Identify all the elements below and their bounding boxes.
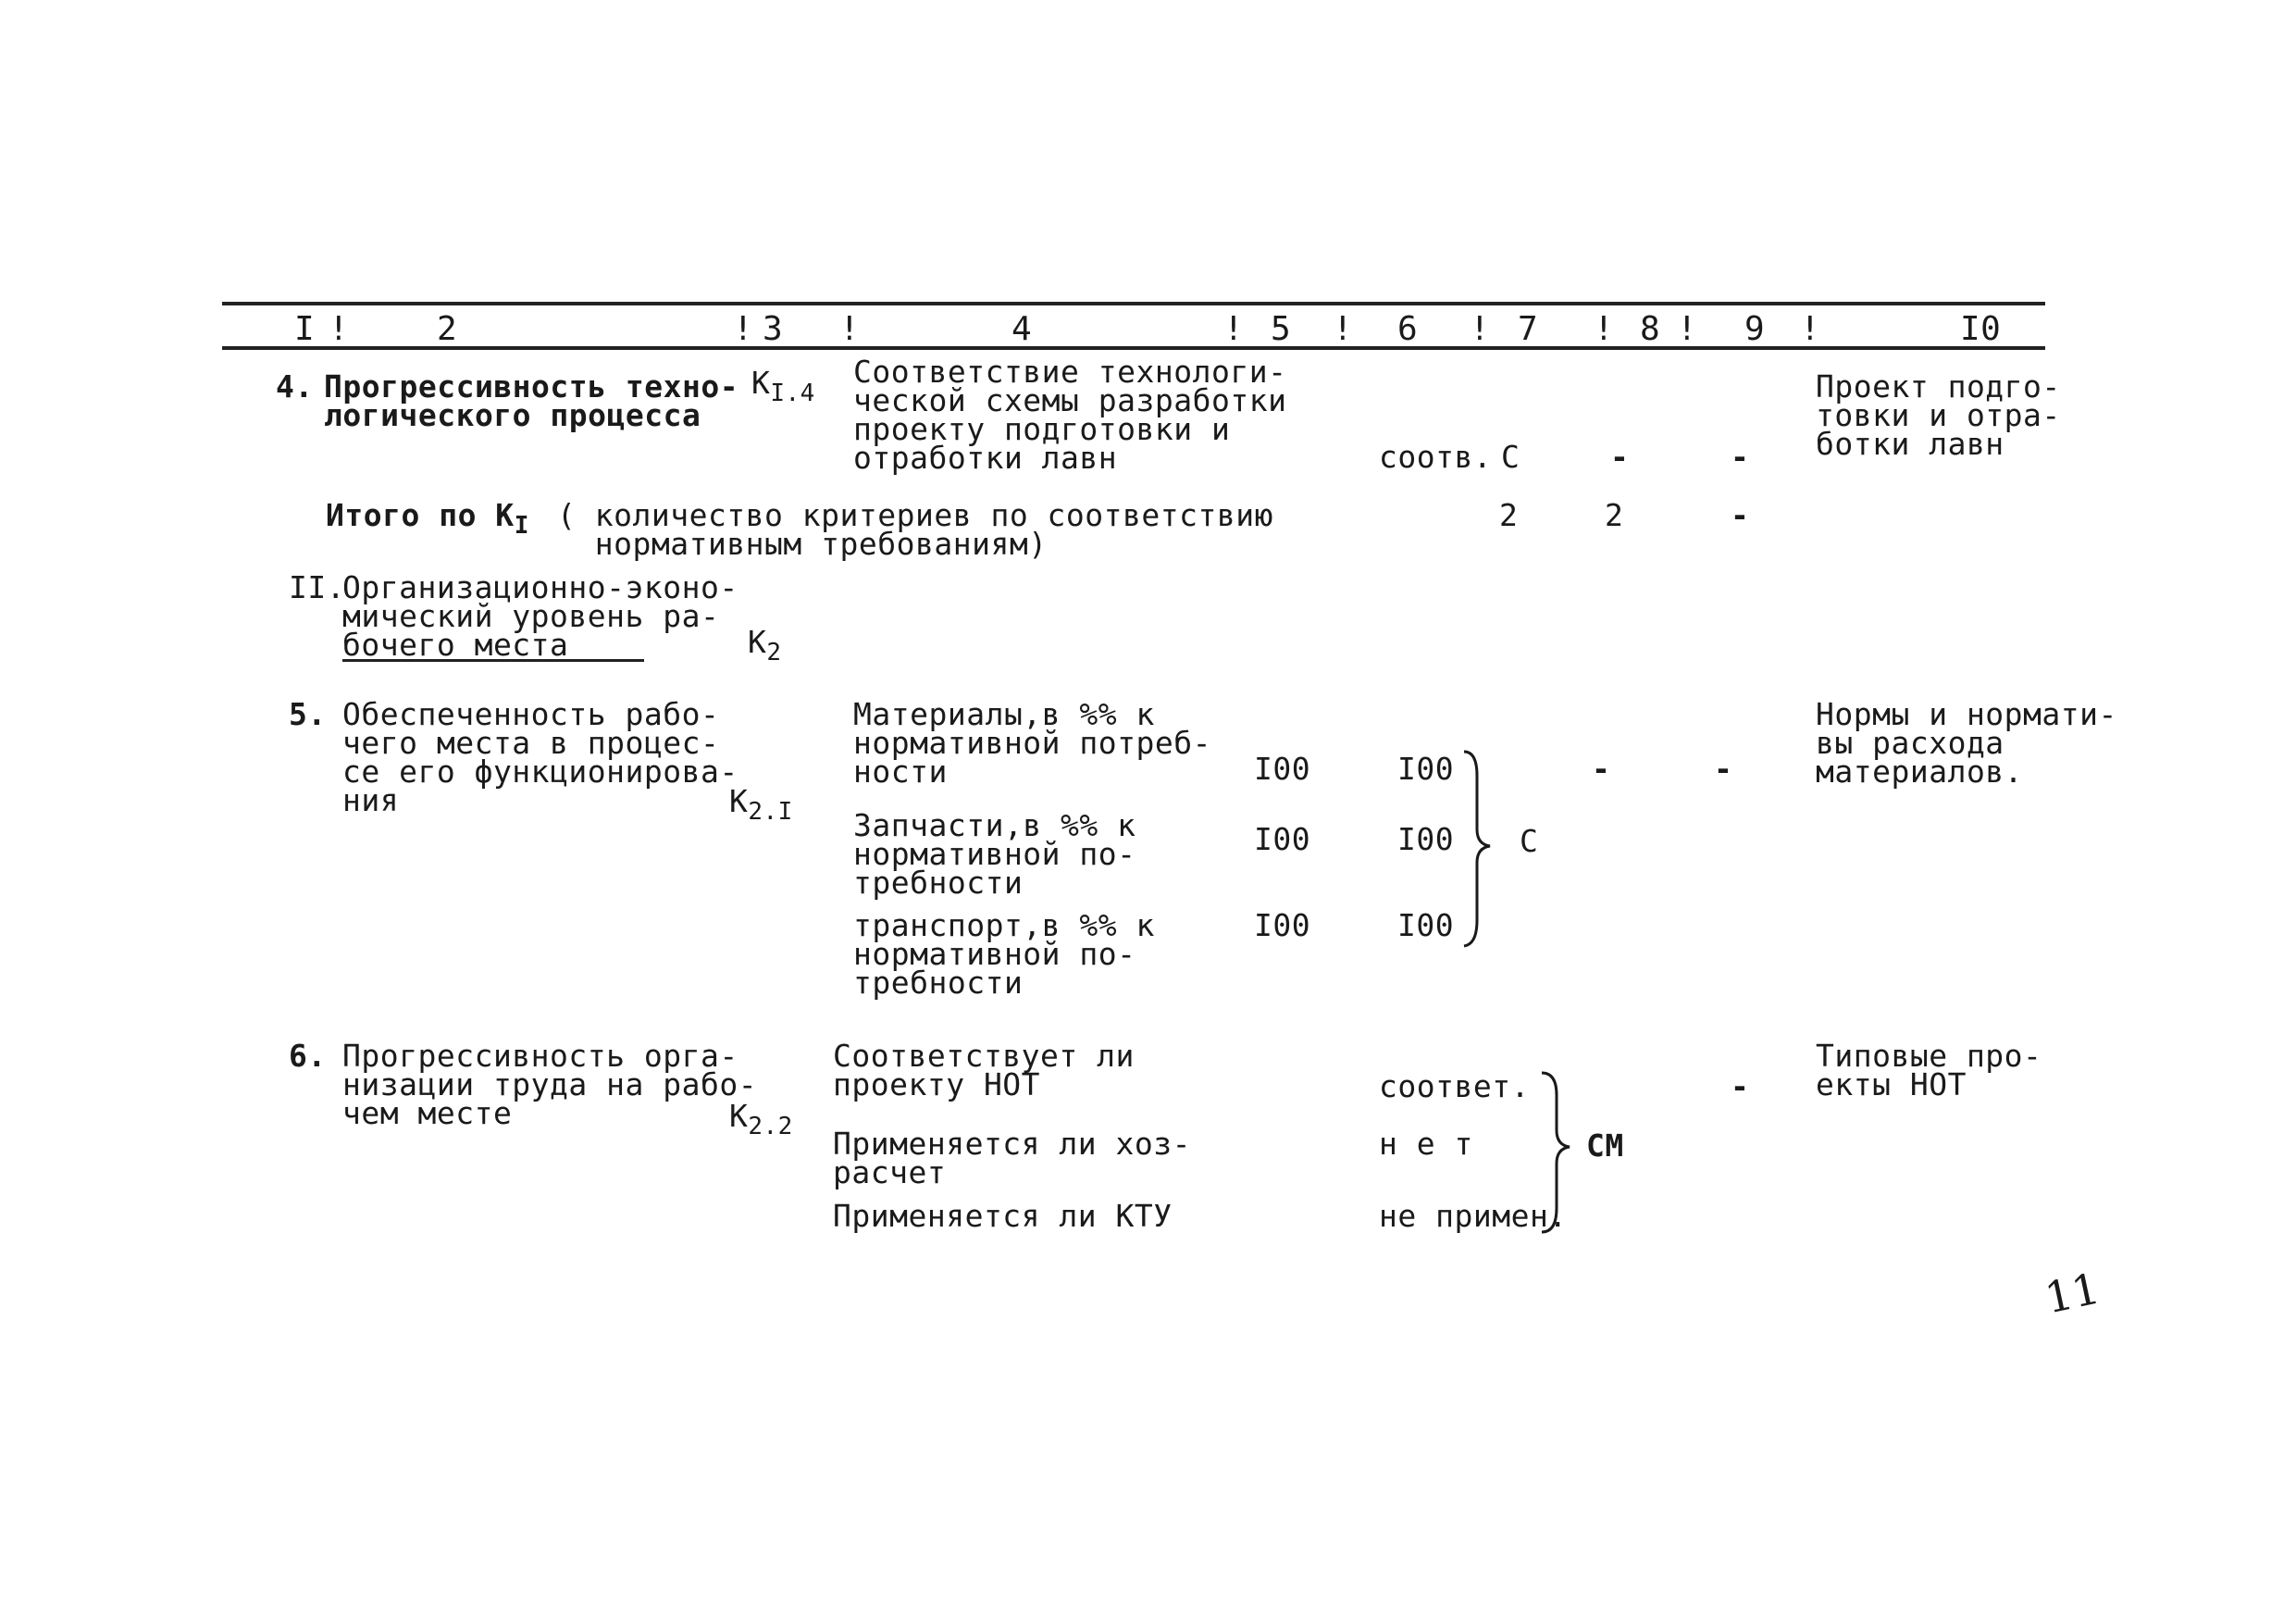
col-separator: !: [839, 310, 861, 348]
criterion-text: Соответствие технологи- ческой схемы разработки проекту подготовки и отработки лавн: [853, 354, 1287, 476]
actual-value: I00: [1397, 751, 1455, 787]
indicator-name: Прогрессивность орга- низации труда на рабо- чем месте: [342, 1038, 758, 1131]
col-header-1: I: [294, 310, 316, 348]
criterion-text: Материалы,в %% к нормативной потреб- ности: [853, 696, 1211, 790]
total-col7: 2: [1499, 497, 1519, 533]
brace-right: [1460, 748, 1507, 952]
col-header-9: 9: [1744, 310, 1766, 348]
actual-value: н е т: [1379, 1126, 1473, 1162]
normative-doc: Типовые про- екты НОТ: [1816, 1038, 2042, 1102]
col-separator: !: [1470, 310, 1491, 348]
indicator-name: Прогрессивность техно- логического процесса: [324, 368, 739, 433]
section-code: $K_2$: [748, 624, 782, 666]
col-separator: !: [1677, 310, 1698, 348]
actual-value: I00: [1397, 907, 1455, 943]
norm-value: I00: [1254, 821, 1311, 857]
col-header-5: 5: [1271, 310, 1292, 348]
total-col9: -: [1731, 497, 1750, 533]
indicator-code: $K_{2.I}$: [729, 783, 793, 826]
criterion-text: Соответствует ли проекту НОТ: [833, 1038, 1135, 1102]
col9-dash: -: [1714, 751, 1733, 787]
row-number: 4.: [276, 368, 314, 405]
section-number: II.: [289, 569, 346, 605]
page-number: 11: [2041, 1263, 2104, 1324]
col-separator: !: [329, 310, 350, 348]
conformity-mark: С: [1520, 823, 1539, 859]
col8-dash: -: [1592, 751, 1611, 787]
indicator-name: Обеспеченность рабо- чего места в процес- се его функционирова- ния: [342, 696, 738, 818]
section-name: Организационно-эконо- мический уровень ра- бочего места: [342, 569, 738, 663]
header-top-rule: [222, 302, 2045, 305]
actual-value: не примен.: [1379, 1198, 1568, 1234]
col9-dash: -: [1731, 439, 1750, 475]
criterion-text: транспорт,в %% к нормативной по- требности: [853, 907, 1155, 1001]
col-separator: !: [1333, 310, 1354, 348]
col-header-7: 7: [1518, 310, 1539, 348]
normative-doc: Нормы и нормати- вы расхода материалов.: [1816, 696, 2117, 790]
total-description: ( количество критериев по соответствию нормативным требованиям): [557, 497, 1273, 562]
conformity-mark: С: [1501, 439, 1520, 475]
conformity-mark: СМ: [1586, 1127, 1624, 1164]
indicator-code: $K_{2.2}$: [729, 1098, 793, 1140]
criterion-text: Применяется ли хоз- расчет: [833, 1126, 1191, 1190]
norm-value: I00: [1254, 751, 1311, 787]
col-header-10: I0: [1960, 310, 2002, 348]
criterion-text: Применяется ли КТУ: [833, 1198, 1173, 1234]
col-header-2: 2: [437, 310, 458, 348]
col8-dash: -: [1610, 439, 1630, 475]
col-separator: !: [1594, 310, 1615, 348]
actual-value: соотв.: [1379, 439, 1493, 475]
norm-value: I00: [1254, 907, 1311, 943]
header-bottom-rule: [222, 346, 2045, 350]
row-number: 5.: [289, 696, 327, 732]
row-number: 6.: [289, 1038, 327, 1074]
criterion-text: Запчасти,в %% к нормативной по- требности: [853, 807, 1136, 901]
total-label: Итого по $K_I$: [326, 497, 529, 540]
col-header-4: 4: [1011, 310, 1033, 348]
col9-dash: -: [1731, 1068, 1750, 1104]
col-separator: !: [1223, 310, 1245, 348]
actual-value: соответ.: [1379, 1068, 1530, 1104]
actual-value: I00: [1397, 821, 1455, 857]
indicator-code: $K_{I.4}$: [751, 365, 815, 407]
col-header-3: 3: [763, 310, 784, 348]
section-underline: [342, 659, 644, 662]
total-col8: 2: [1605, 497, 1624, 533]
col-separator: !: [733, 310, 754, 348]
col-header-6: 6: [1397, 310, 1419, 348]
col-separator: !: [1800, 310, 1821, 348]
brace-right: [1538, 1069, 1584, 1236]
normative-doc: Проект подго- товки и отра- ботки лавн: [1816, 368, 2061, 462]
col-header-8: 8: [1640, 310, 1661, 348]
